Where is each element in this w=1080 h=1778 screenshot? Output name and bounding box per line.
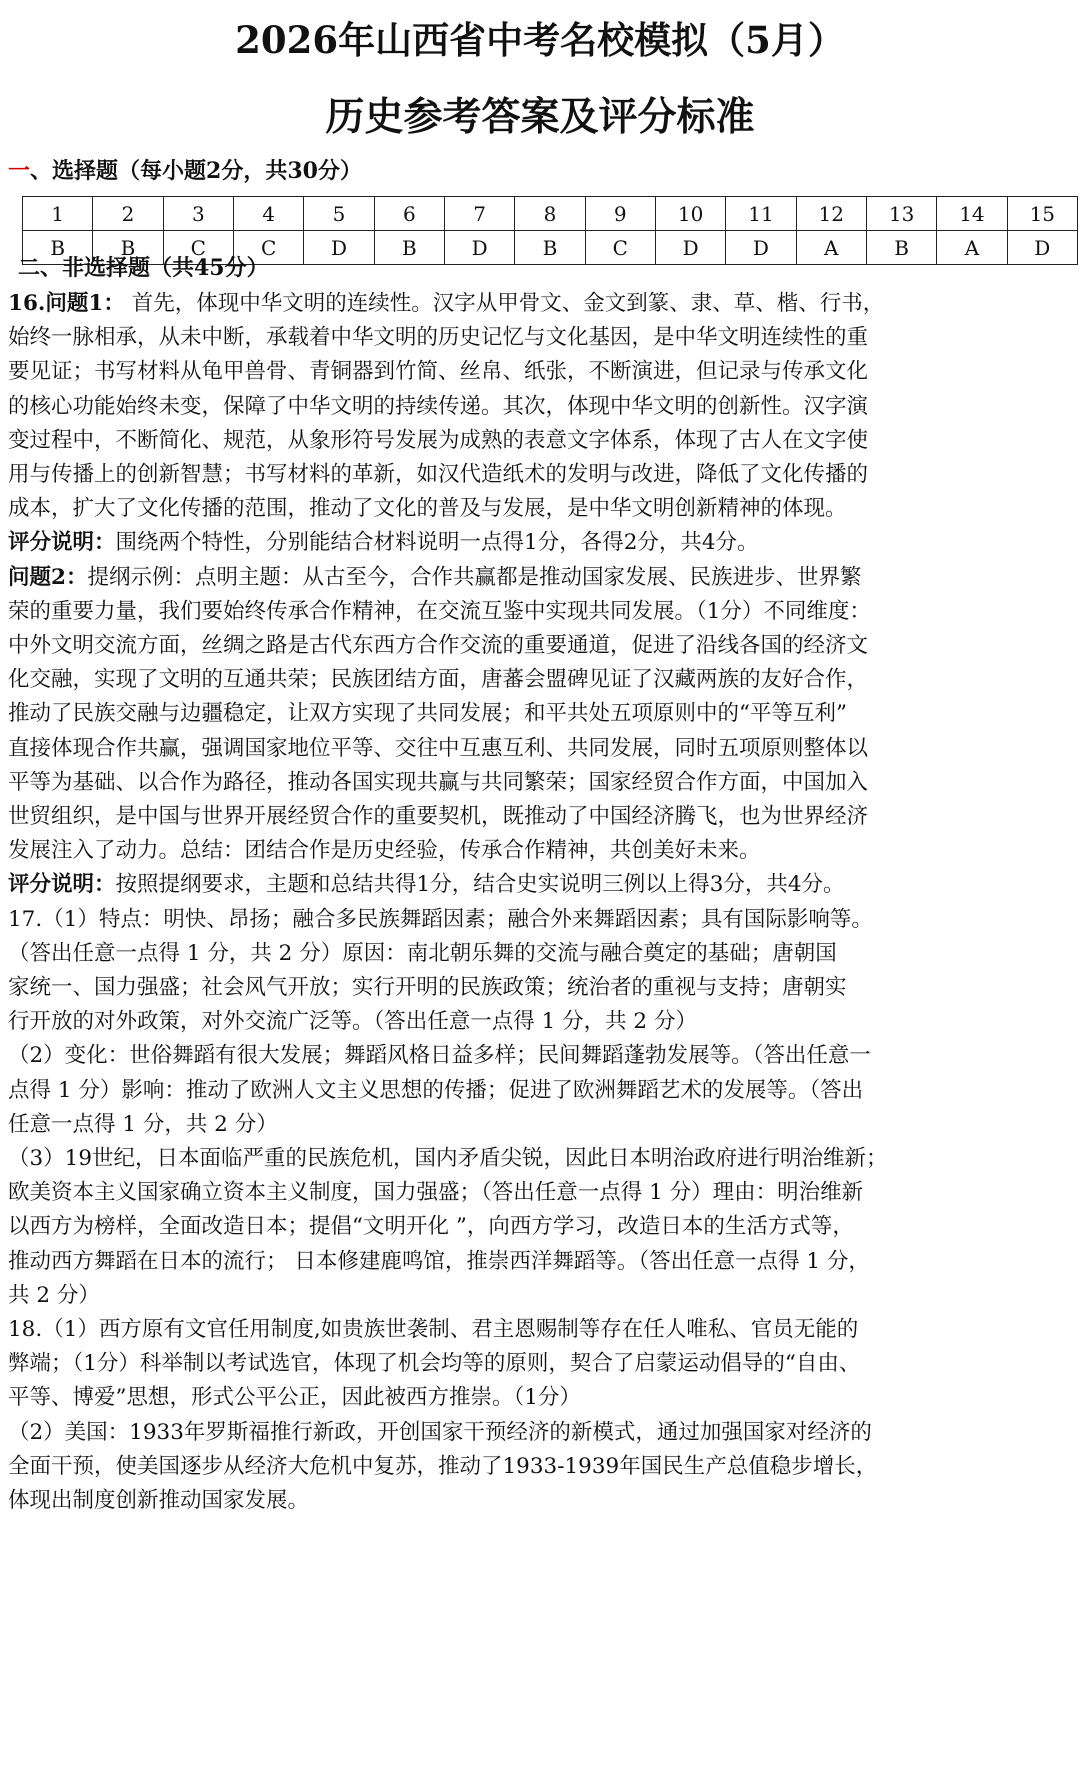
- text-line: 化交融，实现了文明的互通共荣；民族团结方面，唐蕃会盟碑见证了汉藏两族的友好合作，: [8, 667, 869, 693]
- answer-cell: C: [163, 231, 233, 265]
- text-line: 行开放的对外政策，对外交流广泛等。（答出任意一点得 1 分，共 2 分）: [8, 1009, 697, 1035]
- text-line: 共 2 分）: [8, 1282, 100, 1308]
- answer-cell: C: [585, 231, 655, 265]
- text-line: （2）变化：世俗舞蹈有很大发展；舞蹈风格日益多样；民间舞蹈蓬勃发展等。（答出任意一: [8, 1043, 871, 1069]
- question-number-cell: 6: [374, 197, 444, 231]
- question-number-cell: 10: [655, 197, 725, 231]
- answer-cell: A: [937, 231, 1007, 265]
- page-title: 2026年山西省中考名校模拟（5月）: [235, 18, 845, 62]
- text-line: 用与传播上的创新智慧；书写材料的革新，如汉代造纸术的发明与改进，降低了文化传播的: [8, 462, 869, 487]
- text-line: 17.（1）特点：明快、昂扬；融合多民族舞蹈因素；融合外来舞蹈因素；具有国际影响等。: [8, 906, 873, 932]
- answer-cell: D: [304, 231, 374, 265]
- question-number-cell: 7: [444, 197, 514, 231]
- text-line: 要见证；书写材料从龟甲兽骨、青铜器到竹简、丝帛、纸张，不断演进，但记录与传承文化: [8, 359, 869, 385]
- text-line: 评分说明：按照提纲要求，主题和总结共得1分，结合史实说明三例以上得3分，共4分。: [8, 872, 845, 898]
- answer-cell: D: [1007, 231, 1077, 265]
- text-line: 评分说明：围绕两个特性，分别能结合材料说明一点得1分，各得2分，共4分。: [8, 530, 759, 556]
- table-row-numbers: [23, 197, 1078, 231]
- text-line: 平等、博爱”思想，形式公平公正，因此被西方推崇。（1分）: [8, 1385, 581, 1411]
- text-line: 平等为基础、以合作为路径，推动各国实现共赢与共同繁荣；国家经贸合作方面，中国加入: [8, 769, 869, 795]
- text-line: 家统一、国力强盛；社会风气开放；实行开明的民族政策；统治者的重视与支持；唐朝实: [8, 975, 847, 1000]
- text-line: 18.（1）西方原有文官任用制度,如贵族世袭制、君主恩赐制等存在任人唯私、官员无能的: [8, 1317, 859, 1342]
- text-line: 发展注入了动力。总结：团结合作是历史经验，传承合作精神，共创美好未来。: [8, 838, 761, 864]
- text-line: （答出任意一点得 1 分，共 2 分）原因：南北朝乐舞的交流与融合奠定的基础；唐朝国: [8, 940, 837, 966]
- question-number-cell: 3: [163, 197, 233, 231]
- question-number-cell: 8: [515, 197, 585, 231]
- section2-heading: 二、非选择题（共45分）: [18, 255, 269, 281]
- section1-heading: 一、选择题（每小题2分，共30分）: [8, 158, 362, 184]
- text-line: 弊端；（1分）科举制以考试选官，体现了机会均等的原则，契合了启蒙运动倡导的“自由、: [8, 1351, 861, 1377]
- text-line: 变过程中，不断简化、规范，从象形符号发展为成熟的表意文字体系，体现了古人在文字使: [8, 427, 869, 453]
- answer-cell: B: [23, 231, 93, 265]
- text-line: 任意一点得 1 分，共 2 分）: [8, 1111, 278, 1137]
- text-line: 始终一脉相承，从未中断，承载着中华文明的历史记忆与文化基因，是中华文明连续性的重: [8, 325, 869, 351]
- answer-cell: D: [655, 231, 725, 265]
- question-number-cell: 13: [866, 197, 936, 231]
- text-line: 直接体现合作共赢，强调国家地位平等、交往中互惠互利、共同发展，同时五项原则整体以: [8, 735, 869, 761]
- text-line: 推动了民族交融与边疆稳定，让双方实现了共同发展；和平共处五项原则中的“平等互利”: [8, 701, 847, 727]
- text-line: 体现出制度创新推动国家发展。: [8, 1488, 310, 1513]
- text-line: 16.问题1： 首先，体现中华文明的连续性。汉字从甲骨文、金文到篆、隶、草、楷、行书，: [8, 291, 885, 316]
- text-line: 欧美资本主义国家确立资本主义制度，国力强盛；（答出任意一点得 1 分）理由：明治维新: [8, 1180, 864, 1206]
- text-line: 成本，扩大了文化传播的范围，推动了文化的普及与发展，是中华文明创新精神的体现。: [8, 496, 847, 522]
- question-number-cell: 1: [23, 197, 93, 231]
- question-number-cell: 5: [304, 197, 374, 231]
- text-line: 世贸组织，是中国与世界开展经贸合作的重要契机，既推动了中国经济腾飞，也为世界经济: [8, 804, 869, 829]
- text-line: （2）美国：1933年罗斯福推行新政，开创国家干预经济的新模式，通过加强国家对经济的: [8, 1419, 872, 1445]
- question-number-cell: 14: [937, 197, 1007, 231]
- answer-cell: A: [796, 231, 866, 265]
- section1-heading-accent: 一: [8, 158, 31, 184]
- answer-cell: D: [726, 231, 796, 265]
- text-line: 的核心功能始终未变，保障了中华文明的持续传递。其次，体现中华文明的创新性。汉字演: [8, 393, 869, 419]
- answer-cell: C: [233, 231, 303, 265]
- text-line: 问题2：提纲示例：点明主题：从古至今，合作共赢都是推动国家发展、民族进步、世界繁: [8, 564, 862, 590]
- question-number-cell: 4: [233, 197, 303, 231]
- answer-cell: B: [374, 231, 444, 265]
- question-number-cell: 2: [93, 197, 163, 231]
- text-line: 荣的重要力量，我们要始终传承合作精神，在交流互鉴中实现共同发展。（1分）不同维度：: [8, 598, 871, 624]
- answer-cell: D: [444, 231, 514, 265]
- text-line: 以西方为榜样，全面改造日本；提倡“文明开化 ”，向西方学习，改造日本的生活方式等，: [8, 1214, 854, 1240]
- text-line: 推动西方舞蹈在日本的流行； 日本修建鹿鸣馆，推崇西洋舞蹈等。（答出任意一点得 1 分，: [8, 1248, 870, 1274]
- question-number-cell: 9: [585, 197, 655, 231]
- answer-cell: B: [93, 231, 163, 265]
- question-number-cell: 15: [1007, 197, 1077, 231]
- text-line: 全面干预，使美国逐步从经济大危机中复苏，推动了1933-1939年国民生产总值稳步增长，: [8, 1453, 878, 1479]
- text-line: （3）19世纪，日本面临严重的民族危机，国内矛盾尖锐，因此日本明治政府进行明治维新；: [8, 1146, 888, 1171]
- answer-cell: B: [866, 231, 936, 265]
- text-line: 点得 1 分）影响：推动了欧洲人文主义思想的传播；促进了欧洲舞蹈艺术的发展等。（答出: [8, 1077, 864, 1103]
- question-number-cell: 11: [726, 197, 796, 231]
- text-line: 中外文明交流方面，丝绸之路是古代东西方合作交流的重要通道，促进了沿线各国的经济文: [8, 633, 869, 658]
- page-subtitle: 历史参考答案及评分标准: [325, 94, 755, 140]
- question-number-cell: 12: [796, 197, 866, 231]
- answer-cell: B: [515, 231, 585, 265]
